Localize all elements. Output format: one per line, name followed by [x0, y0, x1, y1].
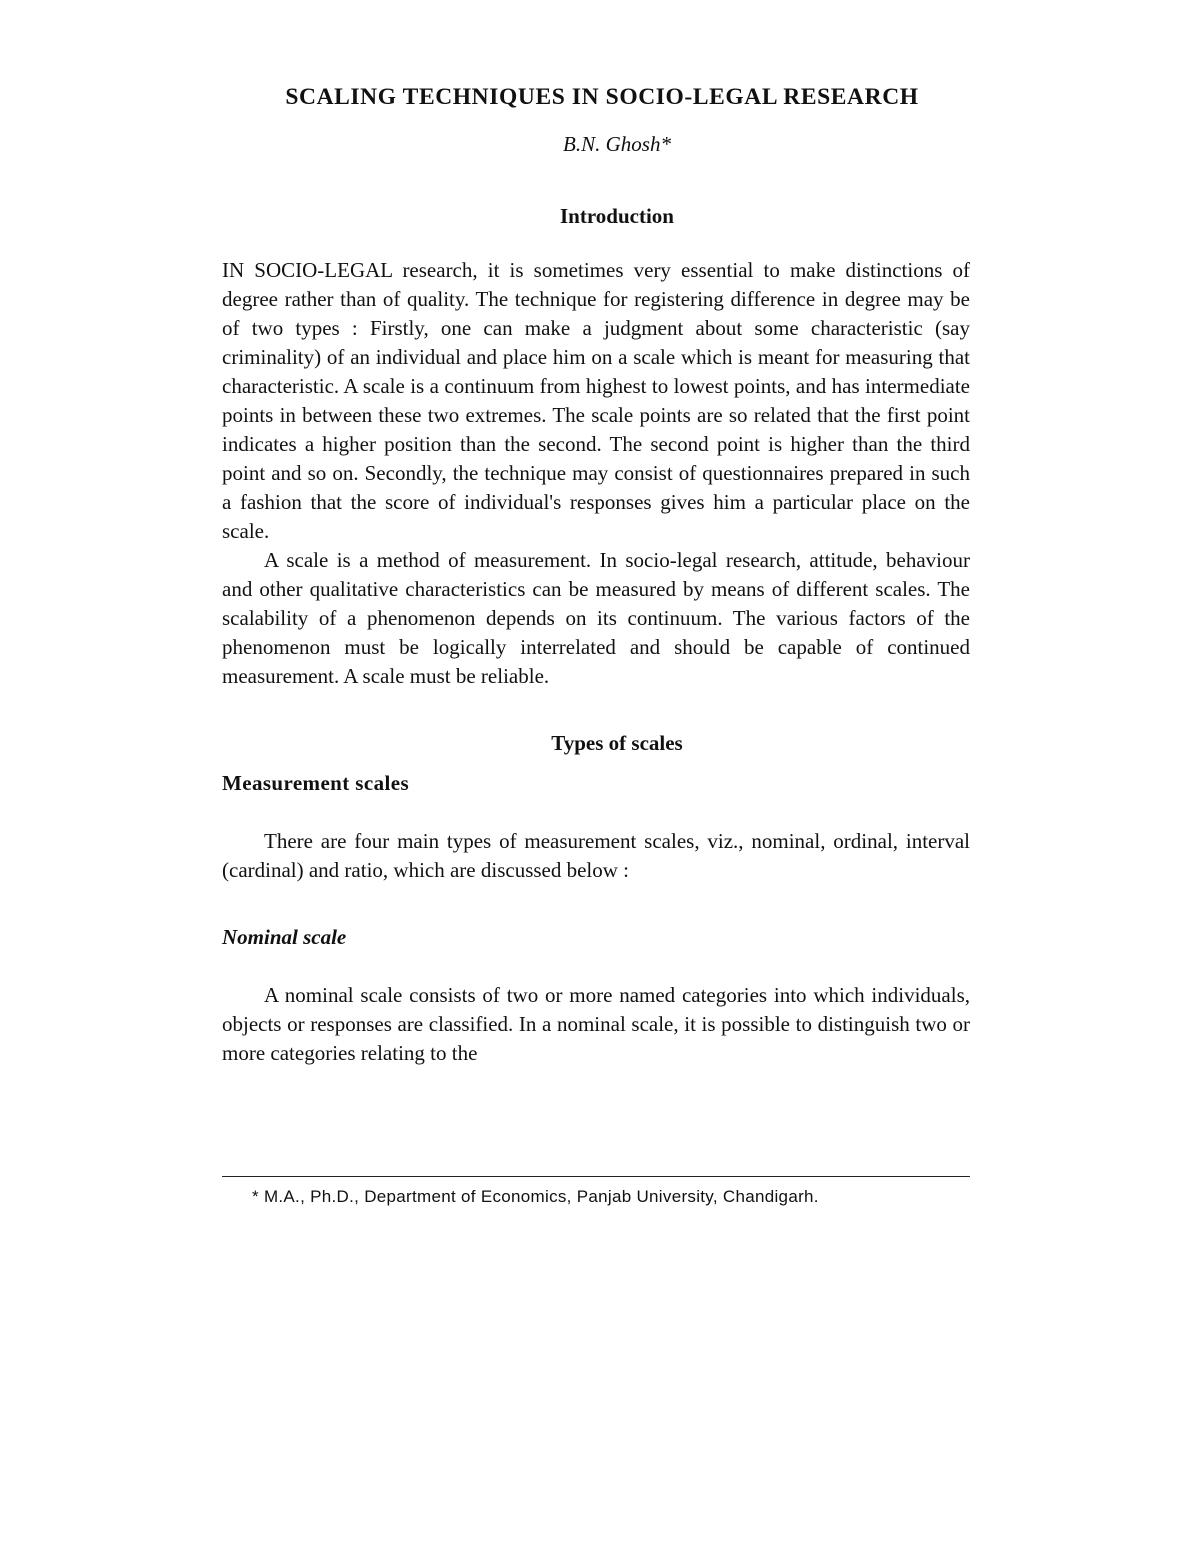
- nominal-scale-heading: Nominal scale: [222, 925, 347, 949]
- measurement-scales-paragraph: There are four main types of measurement scales, viz., nominal, ordinal, interval (cardinal) and ratio, which are discussed below :: [222, 829, 970, 882]
- article-title: SCALING TECHNIQUES IN SOCIO-LEGAL RESEARCH: [285, 84, 919, 110]
- author-name: B.N. Ghosh*: [563, 132, 671, 156]
- introduction-heading: Introduction: [560, 204, 674, 228]
- nominal-scale-paragraph: A nominal scale consists of two or more named categories into which individuals, objects or responses are classified. In a nominal scale, it is possible to distinguish two or more categories relating to the: [222, 983, 970, 1065]
- introduction-paragraph-1: IN SOCIO-LEGAL research, it is sometimes very essential to make distinctions of degree rather than of quality. The technique for registering difference in degree may be of two types : Firstly, one can make a judgment about some characteristic (say criminality) of an individual and place him on a scale which is meant for measuring that characteristic. A scale is a continuum from highest to lowest points, and has intermediate points in between these two extremes. The scale points are so related that the first point indicates a higher position than the second. The second point is higher than the third point and so on. Secondly, the technique may consist of questionnaires prepared in such a fashion that the score of individual's responses gives him a particular place on the scale.: [222, 258, 970, 543]
- introduction-paragraph-2: A scale is a method of measurement. In socio-legal research, attitude, behaviour and other qualitative characteristics can be measured by means of different scales. The scalability of a phenomenon depends on its continuum. The various factors of the phenomenon must be logically interrelated and should be capable of continued measurement. A scale must be reliable.: [222, 548, 970, 688]
- measurement-scales-heading: Measurement scales: [222, 771, 410, 795]
- footnote-divider: [222, 1176, 970, 1177]
- types-of-scales-heading: Types of scales: [551, 731, 683, 755]
- author-footnote: * M.A., Ph.D., Department of Economics, Panjab University, Chandigarh.: [252, 1187, 819, 1206]
- article-page: [222, 80, 970, 1068]
